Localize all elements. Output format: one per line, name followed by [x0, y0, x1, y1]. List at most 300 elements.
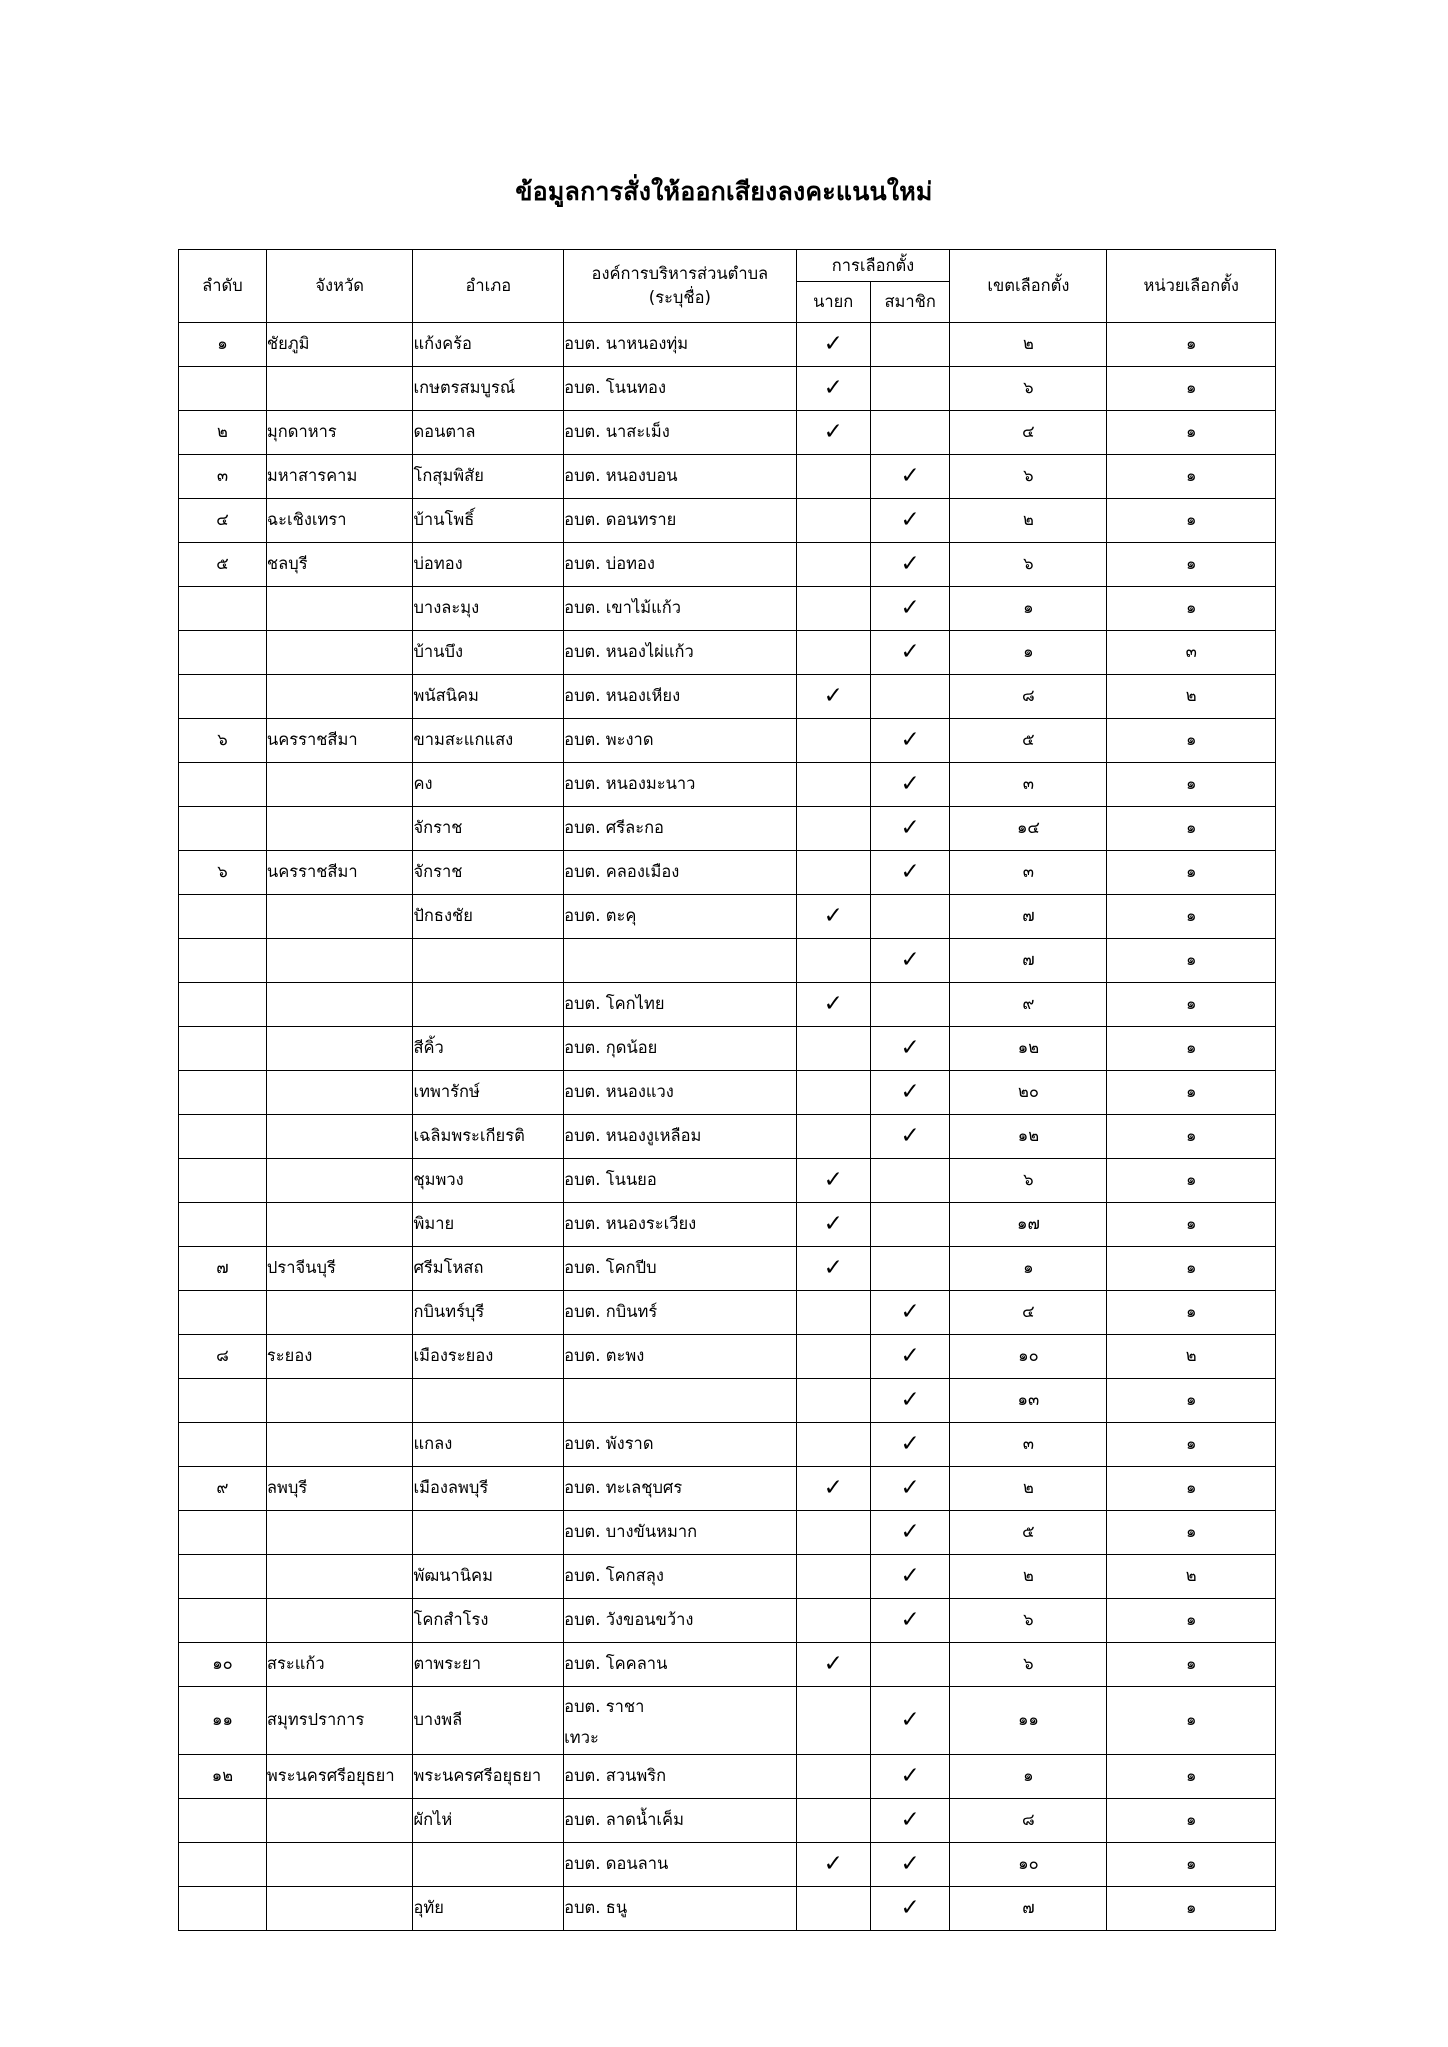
column-header-unit: หน่วยเลือกตั้ง — [1107, 250, 1276, 323]
cell-sao: อบต. เขาไม้แก้ว — [564, 587, 796, 631]
cell-unit: ๑ — [1107, 455, 1276, 499]
cell-seq: ๒ — [179, 411, 267, 455]
cell-province: ระยอง — [266, 1335, 413, 1379]
check-icon: ✓ — [823, 1255, 843, 1282]
cell-province: ชลบุรี — [266, 543, 413, 587]
cell-mayor-check — [796, 983, 870, 1027]
cell-zone: ๔ — [950, 1291, 1107, 1335]
column-header-member: สมาชิก — [870, 282, 950, 323]
cell-member-check — [870, 1754, 950, 1798]
cell-zone: ๑ — [950, 1754, 1107, 1798]
check-icon: ✓ — [900, 639, 920, 666]
cell-seq: ๙ — [179, 1467, 267, 1511]
cell-zone: ๒ — [950, 499, 1107, 543]
cell-sao: อบต. กุดน้อย — [564, 1027, 796, 1071]
cell-zone: ๓ — [950, 763, 1107, 807]
cell-sao: อบต. พังราด — [564, 1423, 796, 1467]
cell-sao: อบต. ตะคุ — [564, 895, 796, 939]
cell-sao: อบต. ลาดน้ำเค็ม — [564, 1798, 796, 1842]
cell-amphoe: เกษตรสมบูรณ์ — [413, 367, 564, 411]
cell-unit: ๑ — [1107, 1754, 1276, 1798]
cell-amphoe: ชุมพวง — [413, 1159, 564, 1203]
table-row — [179, 1335, 1276, 1379]
cell-province — [266, 367, 413, 411]
table-row — [179, 323, 1276, 367]
cell-sao — [564, 939, 796, 983]
cell-unit: ๑ — [1107, 367, 1276, 411]
cell-province — [266, 807, 413, 851]
table-row — [179, 1754, 1276, 1798]
cell-mayor-check — [796, 1423, 870, 1467]
cell-unit: ๑ — [1107, 587, 1276, 631]
cell-amphoe: แกลง — [413, 1423, 564, 1467]
table-row — [179, 851, 1276, 895]
cell-zone: ๗ — [950, 939, 1107, 983]
cell-province — [266, 1027, 413, 1071]
election-rerun-table-wrapper — [178, 249, 1276, 1931]
cell-amphoe: บ้านโพธิ์ — [413, 499, 564, 543]
cell-amphoe: กบินทร์บุรี — [413, 1291, 564, 1335]
check-icon: ✓ — [900, 551, 920, 578]
cell-sao: อบต. นาสะเม็ง — [564, 411, 796, 455]
cell-amphoe: พนัสนิคม — [413, 675, 564, 719]
cell-province — [266, 1886, 413, 1930]
cell-mayor-check — [796, 807, 870, 851]
cell-province — [266, 675, 413, 719]
cell-zone: ๗ — [950, 895, 1107, 939]
cell-member-check — [870, 983, 950, 1027]
table-row — [179, 455, 1276, 499]
cell-member-check — [870, 675, 950, 719]
table-row — [179, 763, 1276, 807]
table-row — [179, 543, 1276, 587]
cell-member-check — [870, 499, 950, 543]
cell-member-check — [870, 1379, 950, 1423]
cell-sao: อบต. โคกไทย — [564, 983, 796, 1027]
cell-zone: ๖ — [950, 543, 1107, 587]
cell-sao: อบต. โคคลาน — [564, 1643, 796, 1687]
cell-zone: ๖ — [950, 1159, 1107, 1203]
table-row — [179, 1291, 1276, 1335]
table-row — [179, 1071, 1276, 1115]
cell-sao — [564, 1379, 796, 1423]
cell-seq: ๘ — [179, 1335, 267, 1379]
cell-member-check — [870, 1511, 950, 1555]
cell-unit: ๒ — [1107, 675, 1276, 719]
cell-member-check — [870, 543, 950, 587]
table-row — [179, 1203, 1276, 1247]
check-icon: ✓ — [823, 1651, 843, 1678]
cell-member-check — [870, 1247, 950, 1291]
cell-province: ชัยภูมิ — [266, 323, 413, 367]
cell-unit: ๑ — [1107, 411, 1276, 455]
column-header-amphoe: อำเภอ — [413, 250, 564, 323]
cell-zone: ๑๐ — [950, 1842, 1107, 1886]
cell-mayor-check — [796, 1511, 870, 1555]
cell-province — [266, 1599, 413, 1643]
cell-amphoe: บางละมุง — [413, 587, 564, 631]
cell-unit: ๑ — [1107, 499, 1276, 543]
cell-zone: ๑ — [950, 631, 1107, 675]
cell-zone: ๕ — [950, 719, 1107, 763]
table-row — [179, 1643, 1276, 1687]
cell-zone: ๑ — [950, 587, 1107, 631]
cell-zone: ๒ — [950, 1555, 1107, 1599]
cell-member-check — [870, 1687, 950, 1755]
column-header-sao-line2: (ระบุชื่อ) — [648, 288, 711, 307]
cell-sao: อบต. หนองไผ่แก้ว — [564, 631, 796, 675]
column-header-election: การเลือกตั้ง — [796, 250, 950, 282]
table-row — [179, 499, 1276, 543]
check-icon: ✓ — [900, 1387, 920, 1414]
cell-member-check — [870, 1159, 950, 1203]
cell-mayor-check — [796, 631, 870, 675]
cell-unit: ๑ — [1107, 543, 1276, 587]
cell-amphoe: พิมาย — [413, 1203, 564, 1247]
cell-mayor-check — [796, 1071, 870, 1115]
cell-zone: ๓ — [950, 851, 1107, 895]
column-header-mayor: นายก — [796, 282, 870, 323]
cell-province — [266, 1203, 413, 1247]
cell-member-check — [870, 367, 950, 411]
cell-amphoe: พระนครศรีอยุธยา — [413, 1754, 564, 1798]
check-icon: ✓ — [900, 1079, 920, 1106]
cell-mayor-check — [796, 1247, 870, 1291]
cell-zone: ๙ — [950, 983, 1107, 1027]
column-header-province: จังหวัด — [266, 250, 413, 323]
cell-seq — [179, 1798, 267, 1842]
cell-amphoe — [413, 1379, 564, 1423]
cell-member-check — [870, 1027, 950, 1071]
cell-zone: ๖ — [950, 1643, 1107, 1687]
table-row — [179, 895, 1276, 939]
cell-sao: อบต. โคกปีบ — [564, 1247, 796, 1291]
cell-mayor-check — [796, 1335, 870, 1379]
cell-seq: ๑๒ — [179, 1754, 267, 1798]
cell-unit: ๑ — [1107, 763, 1276, 807]
table-row — [179, 367, 1276, 411]
cell-sao: อบต. หนองแวง — [564, 1071, 796, 1115]
cell-zone: ๕ — [950, 1511, 1107, 1555]
cell-unit: ๑ — [1107, 1115, 1276, 1159]
cell-unit: ๑ — [1107, 807, 1276, 851]
cell-seq — [179, 1511, 267, 1555]
cell-sao: อบต. หนองบอน — [564, 455, 796, 499]
cell-seq — [179, 1842, 267, 1886]
table-row — [179, 1798, 1276, 1842]
cell-unit: ๑ — [1107, 1467, 1276, 1511]
cell-sao: อบต. ดอนทราย — [564, 499, 796, 543]
cell-member-check — [870, 851, 950, 895]
cell-amphoe: เมืองลพบุรี — [413, 1467, 564, 1511]
check-icon: ✓ — [900, 1431, 920, 1458]
cell-mayor-check — [796, 323, 870, 367]
cell-member-check — [870, 1842, 950, 1886]
cell-unit: ๑ — [1107, 1159, 1276, 1203]
cell-seq — [179, 895, 267, 939]
cell-amphoe: เมืองระยอง — [413, 1335, 564, 1379]
cell-unit: ๒ — [1107, 1335, 1276, 1379]
cell-seq — [179, 675, 267, 719]
cell-sao: อบต. หนองระเวียง — [564, 1203, 796, 1247]
cell-province — [266, 587, 413, 631]
cell-unit: ๑ — [1107, 1203, 1276, 1247]
check-icon: ✓ — [900, 1563, 920, 1590]
cell-amphoe: ศรีมโหสถ — [413, 1247, 564, 1291]
table-row — [179, 807, 1276, 851]
cell-member-check — [870, 1555, 950, 1599]
cell-mayor-check — [796, 499, 870, 543]
table-row — [179, 1247, 1276, 1291]
cell-sao: อบต. คลองเมือง — [564, 851, 796, 895]
cell-sao: อบต. โนนทอง — [564, 367, 796, 411]
cell-mayor-check — [796, 367, 870, 411]
cell-seq: ๖ — [179, 851, 267, 895]
cell-province — [266, 763, 413, 807]
cell-seq: ๓ — [179, 455, 267, 499]
check-icon: ✓ — [900, 595, 920, 622]
cell-mayor-check — [796, 411, 870, 455]
cell-amphoe: ดอนตาล — [413, 411, 564, 455]
cell-member-check — [870, 1467, 950, 1511]
column-header-zone: เขตเลือกตั้ง — [950, 250, 1107, 323]
check-icon: ✓ — [900, 1707, 920, 1734]
table-row — [179, 1379, 1276, 1423]
cell-unit: ๑ — [1107, 1687, 1276, 1755]
cell-unit: ๑ — [1107, 1291, 1276, 1335]
cell-mayor-check — [796, 851, 870, 895]
check-icon: ✓ — [900, 1763, 920, 1790]
cell-sao: อบต. ราชา เทวะ — [564, 1687, 796, 1755]
cell-unit: ๑ — [1107, 1511, 1276, 1555]
cell-mayor-check — [796, 1643, 870, 1687]
cell-zone: ๒ — [950, 1467, 1107, 1511]
cell-mayor-check — [796, 675, 870, 719]
check-icon: ✓ — [823, 1167, 843, 1194]
cell-mayor-check — [796, 1842, 870, 1886]
cell-zone: ๑๔ — [950, 807, 1107, 851]
cell-seq — [179, 763, 267, 807]
cell-amphoe: บ่อทอง — [413, 543, 564, 587]
table-row — [179, 1027, 1276, 1071]
cell-province — [266, 1798, 413, 1842]
table-row — [179, 1842, 1276, 1886]
cell-zone: ๓ — [950, 1423, 1107, 1467]
cell-seq — [179, 807, 267, 851]
check-icon: ✓ — [823, 991, 843, 1018]
cell-zone: ๑๑ — [950, 1687, 1107, 1755]
cell-unit: ๑ — [1107, 895, 1276, 939]
cell-province — [266, 631, 413, 675]
election-rerun-table — [178, 249, 1276, 1931]
cell-province — [266, 1379, 413, 1423]
cell-sao: อบต. ธนู — [564, 1886, 796, 1930]
cell-amphoe: แก้งคร้อ — [413, 323, 564, 367]
cell-unit: ๑ — [1107, 1798, 1276, 1842]
cell-unit: ๓ — [1107, 631, 1276, 675]
cell-zone: ๔ — [950, 411, 1107, 455]
cell-seq — [179, 631, 267, 675]
cell-member-check — [870, 1335, 950, 1379]
cell-zone: ๑ — [950, 1247, 1107, 1291]
cell-amphoe — [413, 983, 564, 1027]
cell-mayor-check — [796, 455, 870, 499]
cell-province — [266, 983, 413, 1027]
cell-sao: อบต. ทะเลชุบศร — [564, 1467, 796, 1511]
cell-unit: ๑ — [1107, 1643, 1276, 1687]
cell-member-check — [870, 1798, 950, 1842]
cell-province — [266, 1291, 413, 1335]
table-row — [179, 1886, 1276, 1930]
cell-province — [266, 1555, 413, 1599]
table-row — [179, 1115, 1276, 1159]
cell-province — [266, 1842, 413, 1886]
cell-sao: อบต. วังขอนขว้าง — [564, 1599, 796, 1643]
cell-unit: ๑ — [1107, 1379, 1276, 1423]
cell-member-check — [870, 1291, 950, 1335]
cell-unit: ๑ — [1107, 939, 1276, 983]
cell-unit: ๑ — [1107, 1599, 1276, 1643]
cell-seq — [179, 939, 267, 983]
cell-mayor-check — [796, 1886, 870, 1930]
table-row — [179, 1423, 1276, 1467]
cell-amphoe: เทพารักษ์ — [413, 1071, 564, 1115]
cell-member-check — [870, 1203, 950, 1247]
cell-zone: ๒๐ — [950, 1071, 1107, 1115]
cell-unit: ๑ — [1107, 1423, 1276, 1467]
cell-mayor-check — [796, 1798, 870, 1842]
cell-unit: ๒ — [1107, 1555, 1276, 1599]
cell-sao: อบต. ตะพง — [564, 1335, 796, 1379]
cell-member-check — [870, 1886, 950, 1930]
check-icon: ✓ — [900, 1895, 920, 1922]
cell-province: ลพบุรี — [266, 1467, 413, 1511]
cell-seq — [179, 1599, 267, 1643]
cell-zone: ๑๒ — [950, 1027, 1107, 1071]
check-icon: ✓ — [900, 1807, 920, 1834]
cell-unit: ๑ — [1107, 1247, 1276, 1291]
cell-unit: ๑ — [1107, 323, 1276, 367]
table-row — [179, 1467, 1276, 1511]
cell-member-check — [870, 939, 950, 983]
cell-mayor-check — [796, 1599, 870, 1643]
cell-unit: ๑ — [1107, 983, 1276, 1027]
cell-zone: ๘ — [950, 675, 1107, 719]
cell-zone: ๑๓ — [950, 1379, 1107, 1423]
cell-mayor-check — [796, 1027, 870, 1071]
cell-seq — [179, 1115, 267, 1159]
cell-zone: ๖ — [950, 1599, 1107, 1643]
check-icon: ✓ — [900, 1475, 920, 1502]
column-header-seq: ลำดับ — [179, 250, 267, 323]
check-icon: ✓ — [823, 375, 843, 402]
check-icon: ✓ — [823, 903, 843, 930]
cell-member-check — [870, 807, 950, 851]
cell-province: มุกดาหาร — [266, 411, 413, 455]
check-icon: ✓ — [900, 1299, 920, 1326]
cell-province: นครราชสีมา — [266, 851, 413, 895]
cell-province — [266, 1115, 413, 1159]
cell-amphoe: พัฒนานิคม — [413, 1555, 564, 1599]
cell-amphoe: จักราช — [413, 807, 564, 851]
cell-unit: ๑ — [1107, 1886, 1276, 1930]
check-icon: ✓ — [823, 419, 843, 446]
cell-sao: อบต. บ่อทอง — [564, 543, 796, 587]
cell-province — [266, 1159, 413, 1203]
cell-seq — [179, 1203, 267, 1247]
check-icon: ✓ — [900, 1035, 920, 1062]
table-row — [179, 1159, 1276, 1203]
cell-province: ปราจีนบุรี — [266, 1247, 413, 1291]
check-icon: ✓ — [900, 859, 920, 886]
cell-seq — [179, 1379, 267, 1423]
cell-mayor-check — [796, 1754, 870, 1798]
cell-member-check — [870, 1643, 950, 1687]
cell-mayor-check — [796, 1159, 870, 1203]
cell-member-check — [870, 1423, 950, 1467]
cell-amphoe: โคกสำโรง — [413, 1599, 564, 1643]
cell-amphoe: โกสุมพิสัย — [413, 455, 564, 499]
check-icon: ✓ — [900, 947, 920, 974]
check-icon: ✓ — [823, 1475, 843, 1502]
cell-province: ฉะเชิงเทรา — [266, 499, 413, 543]
cell-seq — [179, 1423, 267, 1467]
cell-seq — [179, 1886, 267, 1930]
cell-zone: ๖ — [950, 455, 1107, 499]
table-row — [179, 1599, 1276, 1643]
cell-amphoe: ผักไห่ — [413, 1798, 564, 1842]
cell-mayor-check — [796, 1115, 870, 1159]
cell-amphoe: ตาพระยา — [413, 1643, 564, 1687]
table-row — [179, 983, 1276, 1027]
cell-member-check — [870, 587, 950, 631]
cell-amphoe: ปักธงชัย — [413, 895, 564, 939]
cell-province — [266, 939, 413, 983]
cell-member-check — [870, 631, 950, 675]
cell-sao: อบต. หนองเหียง — [564, 675, 796, 719]
cell-zone: ๘ — [950, 1798, 1107, 1842]
cell-seq — [179, 587, 267, 631]
cell-seq: ๔ — [179, 499, 267, 543]
cell-mayor-check — [796, 763, 870, 807]
cell-unit: ๑ — [1107, 1842, 1276, 1886]
table-row — [179, 939, 1276, 983]
cell-amphoe: คง — [413, 763, 564, 807]
cell-province — [266, 1071, 413, 1115]
cell-province — [266, 1511, 413, 1555]
table-row — [179, 1687, 1276, 1755]
cell-amphoe — [413, 939, 564, 983]
cell-sao: อบต. สวนพริก — [564, 1754, 796, 1798]
cell-amphoe — [413, 1511, 564, 1555]
cell-mayor-check — [796, 1291, 870, 1335]
cell-amphoe: สีคิ้ว — [413, 1027, 564, 1071]
cell-mayor-check — [796, 1555, 870, 1599]
cell-amphoe: จักราช — [413, 851, 564, 895]
cell-mayor-check — [796, 587, 870, 631]
header-row-top — [179, 250, 1276, 282]
cell-seq — [179, 1027, 267, 1071]
cell-member-check — [870, 895, 950, 939]
cell-seq — [179, 1291, 267, 1335]
cell-zone: ๑๒ — [950, 1115, 1107, 1159]
cell-member-check — [870, 1599, 950, 1643]
cell-seq: ๕ — [179, 543, 267, 587]
cell-mayor-check — [796, 1379, 870, 1423]
cell-seq: ๑ — [179, 323, 267, 367]
cell-member-check — [870, 323, 950, 367]
cell-seq: ๑๑ — [179, 1687, 267, 1755]
